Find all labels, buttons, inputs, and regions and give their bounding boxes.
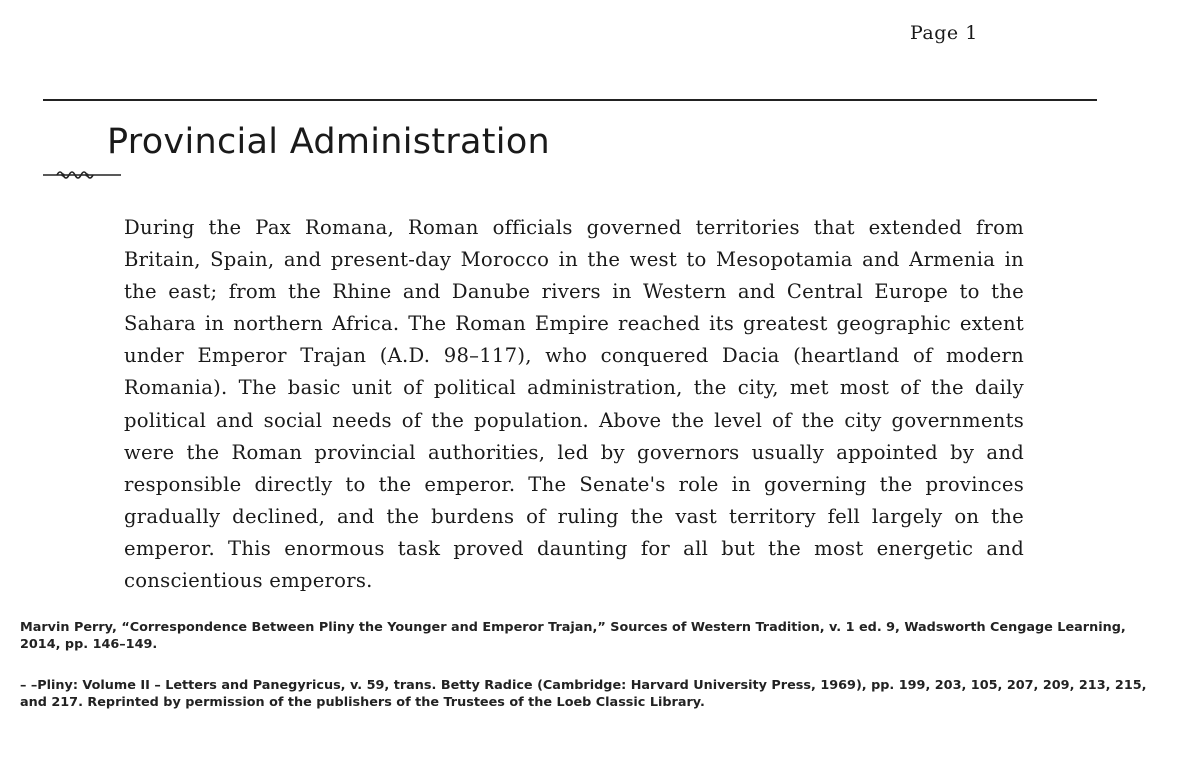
- decorative-flourish-icon: [43, 168, 121, 182]
- body-paragraph: During the Pax Romana, Roman officials governed territories that extended from Britain, Spain, and present-day Morocco in the west to Mesopotamia and Armenia in the east; from the Rhine and Danube rivers in Western and Central Europe to the Sahara in northern Africa. The Roman Empire reached its greatest geographic extent under Emperor Trajan (A.D. 98–117), who conquered Dacia (heartland of modern Romania). The basic unit of political administration, the city, met most of the daily political and social needs of the population. Above the level of the city governments were the Roman provincial authorities, led by governors usually appointed by and responsible directly to the emperor. The Senate's role in governing the provinces gradually declined, and the burdens of ruling the vast territory fell largely on the emperor. This enormous task proved daunting for all but the most energetic and conscientious emperors.: [124, 216, 1024, 593]
- citation-source: Marvin Perry, “Correspondence Between Pliny the Younger and Emperor Trajan,” Sources of Western Tradition, v. 1 ed. 9, Wadsworth Cengage Learning, 2014, pp. 146–149.: [20, 620, 1126, 652]
- citation-reprint: – –Pliny: Volume II – Letters and Panegyricus, v. 59, trans. Betty Radice (Cambridge: Harvard University Press, 1969), pp. 199, 203, 105, 207, 209, 213, 215, and 217. Reprinted by permission of the publishers of the Trustees of the Loeb Classic Library.: [20, 678, 1147, 710]
- page-number: Page 1: [910, 22, 978, 44]
- section-heading: Provincial Administration: [107, 122, 551, 162]
- header-divider: [43, 99, 1097, 101]
